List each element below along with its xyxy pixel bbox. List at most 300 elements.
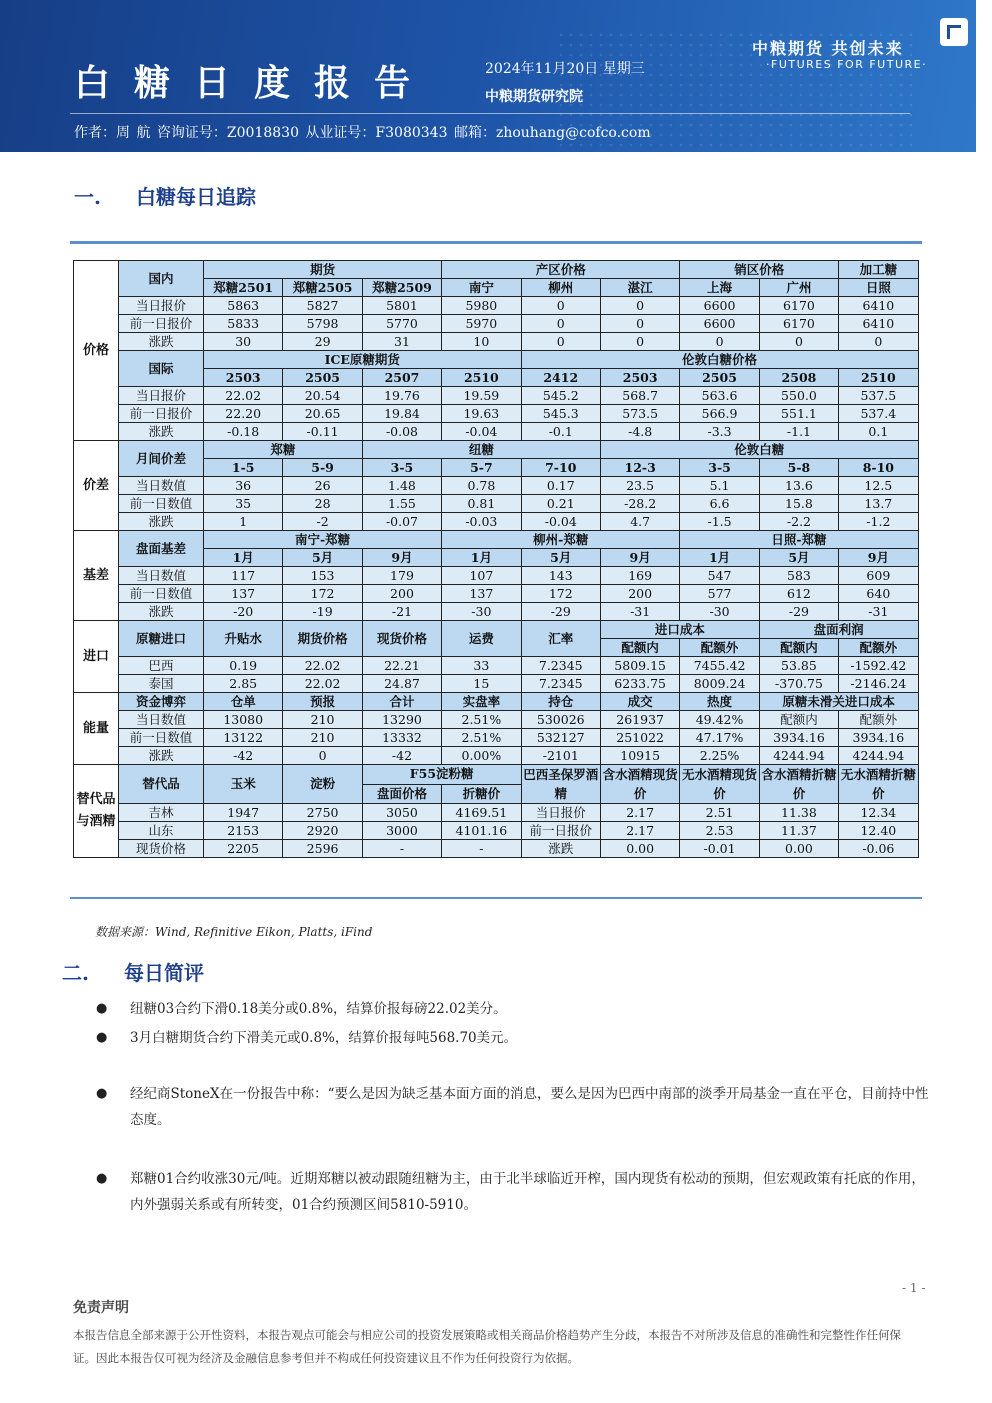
column-header: 2412: [521, 369, 600, 387]
section-heading-2: 二. 每日简评: [62, 961, 204, 985]
table-cell: 5980: [442, 297, 521, 315]
table-cell: 0: [521, 333, 600, 351]
table-cell: 2.51: [680, 804, 759, 822]
table-cell: -3.3: [680, 423, 759, 441]
header-cell: 升贴水: [204, 621, 283, 657]
table-cell: -31: [839, 603, 918, 621]
column-header: 3-5: [362, 459, 441, 477]
table-cell: 1947: [204, 804, 283, 822]
table-cell: -19: [283, 603, 362, 621]
table-cell: 551.1: [759, 405, 838, 423]
row-label: 当日报价: [119, 297, 204, 315]
table-cell: 566.9: [680, 405, 759, 423]
table-row: [74, 711, 919, 729]
disclaimer-title: 免责声明: [73, 1300, 129, 1316]
table-cell: -42: [204, 747, 283, 765]
table-cell: 0: [600, 297, 679, 315]
table-cell: 573.5: [600, 405, 679, 423]
table-cell: 0: [839, 333, 918, 351]
table-cell: 3934.16: [839, 729, 918, 747]
header-cell: 期货: [204, 261, 442, 279]
header-cell: 纽糖: [362, 441, 600, 459]
table-cell: 5809.15: [600, 657, 679, 675]
comment-item: 郑糖01合约收涨30元/吨。近期郑糖以被动跟随纽糖为主，由于北半球临近开榨，国内现货有松动的预期，但宏观政策有托底的作用，内外强弱关系或有所转变，01合约预测区间5810-5910。: [130, 1171, 925, 1213]
table-row: [74, 804, 919, 822]
column-header: 郑糖2509: [362, 279, 441, 297]
column-header: 南宁: [442, 279, 521, 297]
table-cell: 13080: [204, 711, 283, 729]
row-label: 当日数值: [119, 477, 204, 495]
table-cell: 143: [521, 567, 600, 585]
table-cell: 49.42%: [680, 711, 759, 729]
table-cell: -42: [362, 747, 441, 765]
column-header: 2503: [204, 369, 283, 387]
table-cell: 23.5: [600, 477, 679, 495]
table-cell: 配额内: [759, 711, 838, 729]
table-cell: 4101.16: [442, 822, 521, 840]
header-cell: 销区价格: [680, 261, 839, 279]
column-header: 2503: [600, 369, 679, 387]
column-header: 5-7: [442, 459, 521, 477]
table-cell: 137: [442, 585, 521, 603]
table-cell: 6170: [759, 315, 838, 333]
table-cell: 15.8: [759, 495, 838, 513]
table-cell: 200: [362, 585, 441, 603]
header-cell: 南宁-郑糖: [204, 531, 442, 549]
table-cell: 13122: [204, 729, 283, 747]
column-header: 5月: [521, 549, 600, 567]
table-cell: -0.04: [521, 513, 600, 531]
report-title: 白糖日度报告: [74, 62, 435, 104]
table-cell: 0: [521, 315, 600, 333]
table-cell: 热度: [680, 693, 759, 711]
table-cell: 7.2345: [521, 675, 600, 693]
table-cell: -1.5: [680, 513, 759, 531]
table-cell: -1.2: [839, 513, 918, 531]
row-label: 前一日报价: [119, 315, 204, 333]
table-cell: 5798: [283, 315, 362, 333]
column-header: 日照: [839, 279, 918, 297]
table-row: [74, 513, 919, 531]
table-cell: 12.34: [839, 804, 918, 822]
header-cell: 国内: [119, 261, 204, 297]
table-cell: 持仓: [521, 693, 600, 711]
column-header: 上海: [680, 279, 759, 297]
table-row: [74, 333, 919, 351]
column-header: 5月: [283, 549, 362, 567]
table-row: [74, 747, 919, 765]
table-row: [74, 297, 919, 315]
header-cell: 原糖进口: [119, 621, 204, 657]
table-cell: 563.6: [680, 387, 759, 405]
table-cell: -: [362, 840, 441, 858]
table-cell: 2920: [283, 822, 362, 840]
table-cell: 0: [600, 315, 679, 333]
header-cell: 汇率: [521, 621, 600, 657]
row-label: 前一日报价: [119, 405, 204, 423]
table-cell: 4169.51: [442, 804, 521, 822]
header-cell: 原糖未滑关进口成本: [759, 693, 918, 711]
table-row: [74, 405, 919, 423]
table-cell: 1: [204, 513, 283, 531]
section-label: 能量: [74, 693, 119, 765]
table-cell: 545.3: [521, 405, 600, 423]
table-cell: 47.17%: [680, 729, 759, 747]
comment-item: 纽糖03合约下滑0.18美分或0.8%，结算价报每磅22.02美分。: [130, 1001, 507, 1017]
column-header: 2507: [362, 369, 441, 387]
table-cell: -0.18: [204, 423, 283, 441]
table-cell: 合计: [362, 693, 441, 711]
row-label: 前一日数值: [119, 585, 204, 603]
header-cell: 含水酒精折糖价: [759, 765, 838, 804]
column-header: 盘面价格: [362, 784, 441, 804]
table-cell: 1.55: [362, 495, 441, 513]
table-row: [74, 657, 919, 675]
table-cell: 33: [442, 657, 521, 675]
column-header: 湛江: [600, 279, 679, 297]
table-cell: 20.65: [283, 405, 362, 423]
column-header: 配额外: [839, 639, 918, 657]
table-cell: 169: [600, 567, 679, 585]
table-cell: 22.02: [204, 387, 283, 405]
row-label: 巴西: [119, 657, 204, 675]
table-cell: 15: [442, 675, 521, 693]
row-label: 涨跌: [119, 603, 204, 621]
table-cell: -0.11: [283, 423, 362, 441]
table-row: [74, 765, 919, 785]
column-header: 2505: [283, 369, 362, 387]
table-cell: 5801: [362, 297, 441, 315]
table-row: [74, 585, 919, 603]
column-header: 郑糖2501: [204, 279, 283, 297]
table-cell: 28: [283, 495, 362, 513]
table-cell: 3050: [362, 804, 441, 822]
table-row: [74, 387, 919, 405]
comment-item: 3月白糖期货合约下滑美元或0.8%，结算价报每吨568.70美元。: [130, 1030, 518, 1046]
table-cell: 13.6: [759, 477, 838, 495]
table-cell: 532127: [521, 729, 600, 747]
table-cell: 6233.75: [600, 675, 679, 693]
table-cell: 12.40: [839, 822, 918, 840]
table-cell: 5.1: [680, 477, 759, 495]
table-cell: 251022: [600, 729, 679, 747]
bullet-icon: ●: [96, 1086, 108, 1101]
table-cell: -20: [204, 603, 283, 621]
table-cell: 0.00%: [442, 747, 521, 765]
column-header: 9月: [362, 549, 441, 567]
table-cell: 261937: [600, 711, 679, 729]
table-row: [74, 441, 919, 459]
table-cell: 5833: [204, 315, 283, 333]
table-cell: 29: [283, 333, 362, 351]
column-header: 1月: [680, 549, 759, 567]
table-cell: 153: [283, 567, 362, 585]
column-header: 配额外: [680, 639, 759, 657]
table-cell: -0.04: [442, 423, 521, 441]
column-header: 9月: [600, 549, 679, 567]
header-cell: 郑糖: [204, 441, 363, 459]
table-cell: 2153: [204, 822, 283, 840]
table-cell: -29: [521, 603, 600, 621]
column-header: 5-9: [283, 459, 362, 477]
table-bottom-rule: [70, 897, 922, 899]
table-cell: -30: [442, 603, 521, 621]
table-cell: 5863: [204, 297, 283, 315]
column-header: 配额内: [600, 639, 679, 657]
table-cell: 13332: [362, 729, 441, 747]
header-cell: 含水酒精现货价: [600, 765, 679, 804]
row-label: 前一日报价: [521, 822, 600, 840]
table-cell: 5827: [283, 297, 362, 315]
header-cell: 伦敦白糖: [600, 441, 918, 459]
table-cell: -28.2: [600, 495, 679, 513]
bullet-icon: ●: [96, 1171, 108, 1186]
table-row: [74, 621, 919, 639]
table-cell: -2146.24: [839, 675, 918, 693]
row-label: 前一日数值: [119, 495, 204, 513]
table-cell: -4.8: [600, 423, 679, 441]
author-info: 作者：周 航 咨询证号：Z0018830 从业证号：F3080343 邮箱：zhouhang@cofco.com: [74, 125, 651, 141]
table-cell: 568.7: [600, 387, 679, 405]
table-cell: 预报: [283, 693, 362, 711]
table-cell: -31: [600, 603, 679, 621]
comment-item: 经纪商StoneX在一份报告中称：“要么是因为缺乏基本面方面的消息，要么是因为巴西中南部的淡季开局基金一直在平仓，目前持中性态度。: [130, 1086, 929, 1128]
column-header: 2510: [839, 369, 918, 387]
table-cell: -2.2: [759, 513, 838, 531]
table-cell: 10: [442, 333, 521, 351]
column-header: 折糖价: [442, 784, 521, 804]
table-cell: 550.0: [759, 387, 838, 405]
table-cell: 20.54: [283, 387, 362, 405]
table-cell: 210: [283, 729, 362, 747]
header-cell: 运费: [442, 621, 521, 657]
header-cell: 现货价格: [362, 621, 441, 657]
table-cell: 3000: [362, 822, 441, 840]
table-cell: 537.5: [839, 387, 918, 405]
table-cell: 172: [521, 585, 600, 603]
table-cell: 0: [680, 333, 759, 351]
table-cell: 179: [362, 567, 441, 585]
table-cell: 137: [204, 585, 283, 603]
column-header: 2508: [759, 369, 838, 387]
section-label: 基差: [74, 531, 119, 621]
section-label: 进口: [74, 621, 119, 693]
table-cell: -0.06: [839, 840, 918, 858]
table-cell: 6410: [839, 315, 918, 333]
table-cell: 545.2: [521, 387, 600, 405]
row-label: 涨跌: [119, 423, 204, 441]
table-cell: 19.63: [442, 405, 521, 423]
table-cell: 5770: [362, 315, 441, 333]
table-cell: 0.21: [521, 495, 600, 513]
table-cell: 210: [283, 711, 362, 729]
logo-mark-icon: [940, 18, 968, 46]
table-row: [74, 675, 919, 693]
table-cell: 2.53: [680, 822, 759, 840]
table-cell: -29: [759, 603, 838, 621]
table-row: [74, 729, 919, 747]
table-cell: 2.85: [204, 675, 283, 693]
table-cell: 11.38: [759, 804, 838, 822]
header-cell: ICE原糖期货: [204, 351, 522, 369]
table-cell: 30: [204, 333, 283, 351]
table-cell: 36: [204, 477, 283, 495]
table-cell: 19.76: [362, 387, 441, 405]
table-cell: 13.7: [839, 495, 918, 513]
table-cell: 0.17: [521, 477, 600, 495]
bullet-icon: ●: [96, 1001, 108, 1016]
table-row: [74, 531, 919, 549]
header-cell: 进口成本: [600, 621, 759, 639]
company-logo-text: 中粮期货 共创未来: [752, 39, 904, 58]
report-header: [0, 0, 976, 152]
table-cell: 4244.94: [839, 747, 918, 765]
table-cell: 6.6: [680, 495, 759, 513]
column-header: 8-10: [839, 459, 918, 477]
table-cell: 22.02: [283, 675, 362, 693]
section-label: 替代品与酒精: [74, 765, 119, 858]
table-cell: 0.19: [204, 657, 283, 675]
table-cell: -0.08: [362, 423, 441, 441]
page-number: - 1 -: [902, 1281, 926, 1295]
table-cell: 11.37: [759, 822, 838, 840]
table-cell: 577: [680, 585, 759, 603]
table-row: [74, 840, 919, 858]
column-header: 12-3: [600, 459, 679, 477]
column-header: 配额内: [759, 639, 838, 657]
column-header: 5-8: [759, 459, 838, 477]
sugar-tracking-table: [73, 260, 919, 858]
table-cell: 2205: [204, 840, 283, 858]
table-cell: 200: [600, 585, 679, 603]
table-cell: 107: [442, 567, 521, 585]
table-cell: -1592.42: [839, 657, 918, 675]
table-cell: 609: [839, 567, 918, 585]
header-cell: 伦敦白糖价格: [521, 351, 918, 369]
row-label: 当日报价: [119, 387, 204, 405]
table-cell: 530026: [521, 711, 600, 729]
data-source: 数据来源：Wind, Refinitive Eikon, Platts, iFind: [95, 925, 373, 939]
table-cell: 资金博弈: [119, 693, 204, 711]
table-cell: 1.48: [362, 477, 441, 495]
header-divider: [70, 113, 910, 114]
table-cell: 0: [283, 747, 362, 765]
row-label: 当日报价: [521, 804, 600, 822]
table-cell: 7455.42: [680, 657, 759, 675]
table-cell: 6600: [680, 297, 759, 315]
table-cell: -30: [680, 603, 759, 621]
table-cell: 5970: [442, 315, 521, 333]
row-label: 涨跌: [521, 840, 600, 858]
table-cell: -21: [362, 603, 441, 621]
table-row: [74, 315, 919, 333]
table-cell: 0: [759, 333, 838, 351]
table-cell: 2.51%: [442, 729, 521, 747]
column-header: 广州: [759, 279, 838, 297]
header-cell: 日照-郑糖: [680, 531, 918, 549]
column-header: 郑糖2505: [283, 279, 362, 297]
column-header: 7-10: [521, 459, 600, 477]
column-header: 2510: [442, 369, 521, 387]
table-cell: 0.00: [759, 840, 838, 858]
table-cell: 10915: [600, 747, 679, 765]
institute-name: 中粮期货研究院: [485, 89, 583, 105]
table-cell: 172: [283, 585, 362, 603]
table-cell: 2.51%: [442, 711, 521, 729]
row-label: 涨跌: [119, 333, 204, 351]
header-cell: 期货价格: [283, 621, 362, 657]
table-cell: 0: [600, 333, 679, 351]
header-cell: 加工糖: [839, 261, 918, 279]
table-cell: 22.02: [283, 657, 362, 675]
table-cell: -0.03: [442, 513, 521, 531]
table-cell: 0.00: [600, 840, 679, 858]
table-cell: -2101: [521, 747, 600, 765]
report-date: 2024年11月20日 星期三: [485, 61, 645, 77]
table-cell: -0.07: [362, 513, 441, 531]
header-cell: 无水酒精现货价: [680, 765, 759, 804]
column-header: 3-5: [680, 459, 759, 477]
table-cell: 31: [362, 333, 441, 351]
column-header: 2505: [680, 369, 759, 387]
header-cell: 国际: [119, 351, 204, 387]
table-cell: -0.01: [680, 840, 759, 858]
table-cell: 2.17: [600, 822, 679, 840]
table-cell: 19.84: [362, 405, 441, 423]
header-cell: 柳州-郑糖: [442, 531, 680, 549]
table-cell: -: [442, 840, 521, 858]
table-cell: 成交: [600, 693, 679, 711]
table-cell: 22.21: [362, 657, 441, 675]
header-cell: 替代品: [119, 765, 204, 804]
header-cell: 玉米: [204, 765, 283, 804]
row-label: 当日数值: [119, 567, 204, 585]
column-header: 5月: [759, 549, 838, 567]
disclaimer-text: 本报告信息全部来源于公开性资料，本报告观点可能会与相应公司的投资发展策略或相关商品价格趋势产生分歧，本报告不对所涉及信息的准确性和完整性作任何保证。因此本报告仅可视为经济及金融信息参考但并不构成任何投资建议且不作为任何投资行为依据。: [73, 1328, 901, 1365]
table-cell: 2596: [283, 840, 362, 858]
row-label: 山东: [119, 822, 204, 840]
table-cell: -0.1: [521, 423, 600, 441]
table-cell: 7.2345: [521, 657, 600, 675]
table-cell: 583: [759, 567, 838, 585]
table-row: [74, 603, 919, 621]
table-cell: 0.1: [839, 423, 918, 441]
table-cell: 547: [680, 567, 759, 585]
table-cell: 4.7: [600, 513, 679, 531]
table-row: [74, 822, 919, 840]
row-label: 当日数值: [119, 711, 204, 729]
header-cell: 盘面利润: [759, 621, 918, 639]
table-cell: 8009.24: [680, 675, 759, 693]
table-cell: 22.20: [204, 405, 283, 423]
table-cell: 3934.16: [759, 729, 838, 747]
table-cell: 6170: [759, 297, 838, 315]
table-cell: 仓单: [204, 693, 283, 711]
column-header: 1-5: [204, 459, 283, 477]
row-label: 涨跌: [119, 513, 204, 531]
header-cell: 巴西圣保罗酒精: [521, 765, 600, 804]
table-cell: 4244.94: [759, 747, 838, 765]
section-rule: [70, 241, 922, 244]
column-header: 9月: [839, 549, 918, 567]
table-cell: 13290: [362, 711, 441, 729]
table-cell: 6600: [680, 315, 759, 333]
table-row: [74, 261, 919, 279]
table-cell: 117: [204, 567, 283, 585]
table-row: [74, 351, 919, 369]
header-cell: F55淀粉糖: [362, 765, 521, 785]
table-cell: 640: [839, 585, 918, 603]
